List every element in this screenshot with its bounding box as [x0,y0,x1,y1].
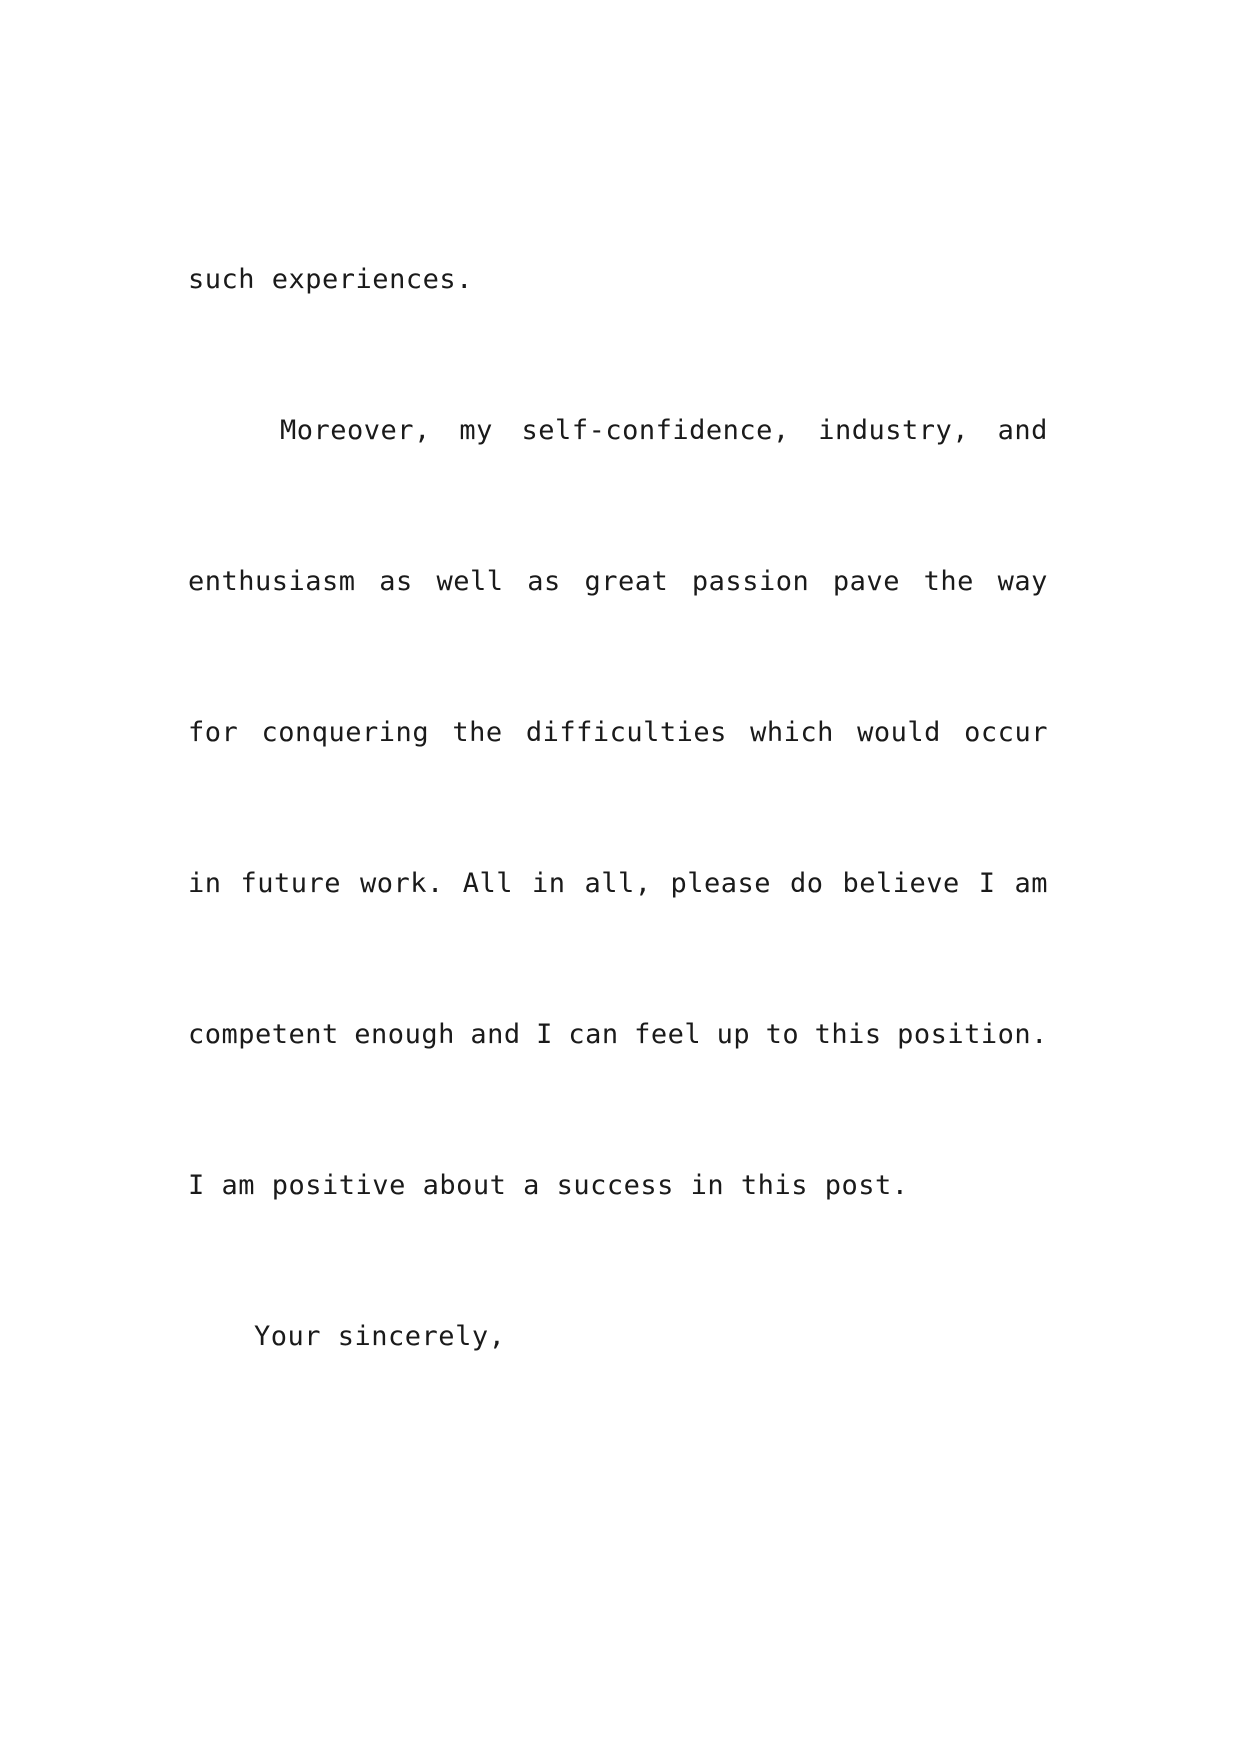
line-conquering: for conquering the difficulties which would occur [188,717,1048,748]
line-competent: competent enough and I can feel up to this position. [188,1019,1048,1050]
line-enthusiasm: enthusiasm as well as great passion pave the way [188,566,1048,597]
line-future-work: in future work. All in all, please do believe I am [188,868,1048,899]
line-such-experiences: such experiences. [188,264,473,295]
line-positive: I am positive about a success in this post. [188,1170,909,1201]
line-moreover: Moreover, my self-confidence, industry, and [280,415,1048,446]
closing-signoff: Your sincerely, [254,1321,506,1352]
document-body [188,158,1058,1459]
